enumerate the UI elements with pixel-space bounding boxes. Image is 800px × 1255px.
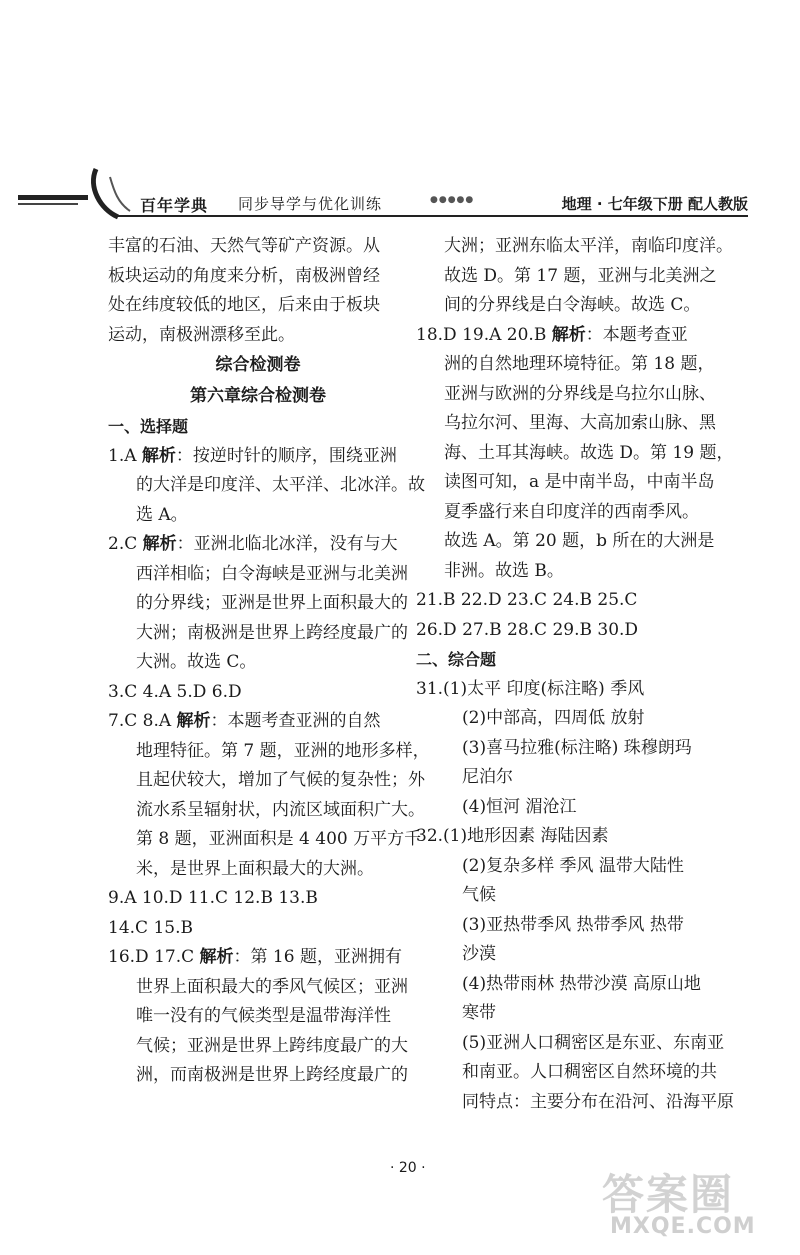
text-line: (3)喜马拉雅(标注略) 珠穆朗玛: [462, 737, 692, 758]
text-line: 海、土耳其海峡。故选 D。第 19 题，: [444, 442, 734, 463]
watermark-logo: [602, 1162, 782, 1242]
text-line: 9.A 10.D 11.C 12.B 13.B: [108, 888, 318, 908]
text-line: 米，是世界上面积最大的大洲。: [136, 858, 374, 879]
text-line: 同特点：主要分布在沿河、沿海平原: [462, 1091, 734, 1112]
series-name: 同步导学与优化训练: [238, 195, 383, 213]
text-line: 2.C 解析：亚洲北临北冰洋，没有与大: [108, 534, 398, 554]
text-line: 板块运动的角度来分析，南极洲曾经: [108, 265, 380, 286]
text-line: 选 A。: [136, 504, 188, 525]
text-line: 乌拉尔河、里海、大高加索山脉、黑: [444, 413, 716, 433]
header-dots: ●●●●●: [430, 195, 475, 205]
text-line: (5)亚洲人口稠密区是东亚、东南亚: [462, 1032, 725, 1053]
text-line: 处在纬度较低的地区，后来由于板块: [108, 295, 380, 315]
text-line: 地理特征。第 7 题，亚洲的地形多样，: [136, 740, 430, 761]
text-line: 和南亚。人口稠密区自然环境的共: [462, 1062, 717, 1082]
text-line: 7.C 8.A 解析：本题考查亚洲的自然: [108, 711, 381, 731]
text-line: (3)亚热带季风 热带季风 热带: [462, 914, 684, 935]
text-line: 第 8 题，亚洲面积是 4 400 万平方千: [136, 829, 422, 849]
text-line: 尼泊尔: [462, 767, 513, 787]
text-line: 非洲。故选 B。: [444, 560, 564, 581]
text-line: 14.C 15.B: [108, 917, 193, 938]
header-rule: [118, 215, 748, 217]
text-line: 丰富的石油、天然气等矿产资源。从: [108, 236, 380, 256]
text-line: 夏季盛行来自印度洋的西南季风。: [444, 501, 699, 522]
text-line: 且起伏较大，增加了气候的复杂性；外: [136, 770, 425, 790]
text-line: 大洲；南极洲是世界上跨经度最广的: [136, 622, 408, 643]
section-choice-heading: 一、选择题: [108, 417, 189, 436]
text-line: 3.C 4.A 5.D 6.D: [108, 681, 242, 702]
right-column: [416, 232, 734, 1117]
text-line: 26.D 27.B 28.C 29.B 30.D: [416, 619, 639, 640]
text-line: 气候: [462, 885, 496, 905]
sub-heading: 第六章综合检测卷: [190, 386, 326, 406]
text-line: 唯一没有的气候类型是温带海洋性: [136, 1006, 391, 1026]
main-heading: 综合检测卷: [215, 355, 301, 375]
left-column: [108, 232, 430, 1091]
section-comprehensive-heading: 二、综合题: [416, 650, 497, 669]
text-line: 气候；亚洲是世界上跨纬度最广的大: [136, 1035, 408, 1056]
text-line: (4)热带雨林 热带沙漠 高原山地: [462, 973, 701, 994]
text-line: 读图可知，a 是中南半岛，中南半岛: [444, 472, 715, 492]
text-line: 洲，而南极洲是世界上跨经度最广的: [136, 1065, 408, 1085]
text-line: 间的分界线是白令海峡。故选 C。: [444, 295, 701, 315]
watermark-cn: 答案圈: [602, 1170, 735, 1219]
text-line: 1.A 解析：按逆时针的顺序，围绕亚洲: [108, 445, 397, 466]
brand-name: 百年学典: [140, 196, 209, 215]
text-line: 的分界线；亚洲是世界上面积最大的: [136, 593, 408, 613]
page-number: · 20 ·: [390, 1160, 426, 1176]
subject-label: 地理 · 七年级下册 配人教版: [561, 195, 748, 213]
page-header: [18, 165, 778, 225]
text-line: (2)复杂多样 季风 温带大陆性: [462, 855, 684, 876]
text-line: 流水系呈辐射状，内流区域面积广大。: [136, 799, 425, 820]
text-line: 洲的自然地理环境特征。第 18 题，: [444, 354, 715, 374]
text-line: 世界上面积最大的季风气候区；亚洲: [136, 976, 408, 997]
text-line: 18.D 19.A 20.B 解析：本题考查亚: [416, 324, 688, 345]
text-line: 31.(1)太平 印度(标注略) 季风: [416, 678, 645, 699]
text-line: 西洋相临；白令海峡是亚洲与北美洲: [136, 563, 408, 584]
text-line: 故选 A。第 20 题，b 所在的大洲是: [444, 531, 715, 551]
text-line: 21.B 22.D 23.C 24.B 25.C: [416, 590, 638, 610]
watermark-url: MXQE.COM: [610, 1214, 756, 1239]
text-line: 寒带: [462, 1003, 496, 1023]
text-line: 32.(1)地形因素 海陆因素: [416, 826, 609, 846]
text-line: 大洲。故选 C。: [136, 652, 257, 672]
text-line: (4)恒河 湄沧江: [462, 796, 577, 817]
text-line: 沙漠: [462, 944, 496, 964]
text-line: 大洲；亚洲东临太平洋，南临印度洋。: [444, 236, 733, 256]
text-line: 运动，南极洲漂移至此。: [108, 324, 295, 345]
text-line: 亚洲与欧洲的分界线是乌拉尔山脉、: [444, 383, 716, 404]
text-line: 故选 D。第 17 题，亚洲与北美洲之: [444, 265, 717, 286]
text-line: (2)中部高，四周低 放射: [462, 708, 645, 728]
text-line: 16.D 17.C 解析：第 16 题，亚洲拥有: [108, 947, 402, 967]
text-line: 的大洋是印度洋、太平洋、北冰洋。故: [136, 475, 425, 495]
